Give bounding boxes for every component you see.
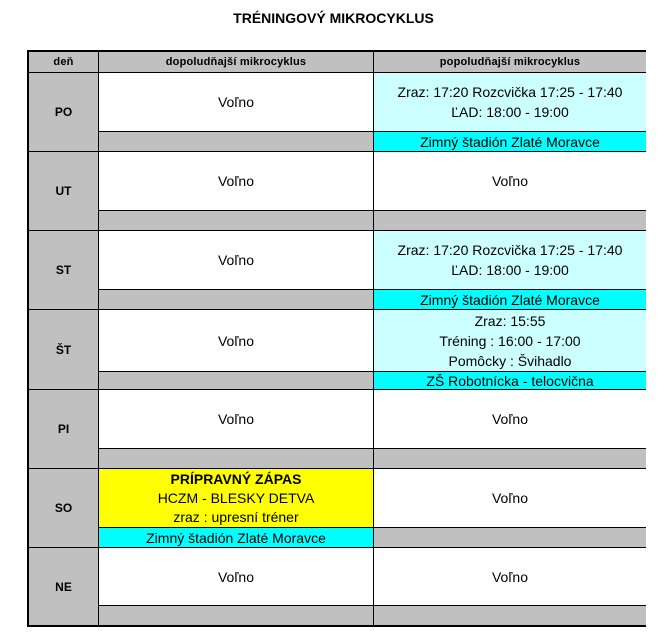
- morning-place-so: Zimný štadión Zlaté Moravce: [99, 528, 374, 548]
- afternoon-cell-so: [374, 469, 646, 528]
- morning-cell-so: [99, 469, 374, 528]
- day-cell-st: ST: [29, 231, 99, 310]
- afternoon-text: Tréning : 16:00 - 17:00: [439, 332, 581, 349]
- morning-text: Voľno: [217, 411, 254, 427]
- morning-text: Voľno: [217, 173, 254, 189]
- morning-text: Voľno: [217, 332, 254, 349]
- morning-cell-ne: [99, 548, 374, 606]
- match-meeting: zraz : upresní tréner: [173, 508, 299, 525]
- match-teams: HCZM - BLESKY DETVA: [157, 489, 315, 506]
- afternoon-text: Zraz: 17:20 Rozcvička 17:25 - 17:40: [397, 242, 623, 258]
- morning-place-pi: [99, 449, 374, 469]
- afternoon-cell-ne: [374, 548, 646, 606]
- afternoon-text: Voľno: [491, 173, 528, 189]
- afternoon-cell-pi: [374, 390, 646, 449]
- morning-text: Voľno: [217, 94, 254, 110]
- morning-cell-po: [99, 73, 374, 132]
- afternoon-text: ĽAD: 18:00 - 19:00: [451, 262, 569, 278]
- morning-cell-st: [99, 231, 374, 290]
- morning-place-po: [99, 132, 374, 152]
- morning-text: Voľno: [217, 568, 254, 585]
- morning-place-ut: [99, 211, 374, 231]
- afternoon-place-so: [374, 528, 646, 548]
- match-title: PRÍPRAVNÝ ZÁPAS: [170, 470, 302, 487]
- morning-cell-pi: [99, 390, 374, 449]
- morning-place-ne: [99, 606, 374, 625]
- afternoon-place-po: Zimný štadión Zlaté Moravce: [374, 132, 646, 152]
- day-cell-st2: ŠT: [29, 310, 99, 390]
- day-cell-pi: PI: [29, 390, 99, 469]
- morning-place-st: [99, 290, 374, 310]
- afternoon-text: Pomôcky : Švihadlo: [448, 352, 572, 369]
- page-title: TRÉNINGOVÝ MIKROCYKLUS: [233, 10, 434, 26]
- header-day: deň: [29, 52, 99, 73]
- morning-place-st2: [99, 372, 374, 390]
- afternoon-text: Zraz: 15:55: [474, 312, 546, 329]
- morning-text: Voľno: [217, 252, 254, 268]
- afternoon-place-ut: [374, 211, 646, 231]
- day-cell-po: PO: [29, 73, 99, 152]
- afternoon-text: Voľno: [491, 490, 528, 506]
- day-cell-so: SO: [29, 469, 99, 548]
- header-morning: dopoludňajší mikrocyklus: [99, 52, 374, 73]
- afternoon-place-st: Zimný štadión Zlaté Moravce: [374, 290, 646, 310]
- afternoon-place-pi: [374, 449, 646, 469]
- afternoon-text: ĽAD: 18:00 - 19:00: [451, 104, 569, 120]
- header-afternoon: popoludňajší mikrocyklus: [374, 52, 646, 73]
- afternoon-text: Zraz: 17:20 Rozcvička 17:25 - 17:40: [397, 84, 623, 100]
- afternoon-text: Voľno: [491, 411, 528, 427]
- afternoon-place-ne: [374, 606, 646, 625]
- morning-cell-ut: [99, 152, 374, 211]
- afternoon-cell-po: [374, 73, 646, 132]
- day-cell-ne: NE: [29, 548, 99, 625]
- afternoon-place-st2: ZŠ Robotnícka - telocvična: [374, 372, 646, 390]
- afternoon-cell-ut: [374, 152, 646, 211]
- afternoon-text: Voľno: [491, 568, 528, 585]
- day-cell-ut: UT: [29, 152, 99, 231]
- morning-cell-st2: [99, 310, 374, 372]
- afternoon-cell-st2: [374, 310, 646, 372]
- training-table: [27, 50, 646, 627]
- afternoon-cell-st: [374, 231, 646, 290]
